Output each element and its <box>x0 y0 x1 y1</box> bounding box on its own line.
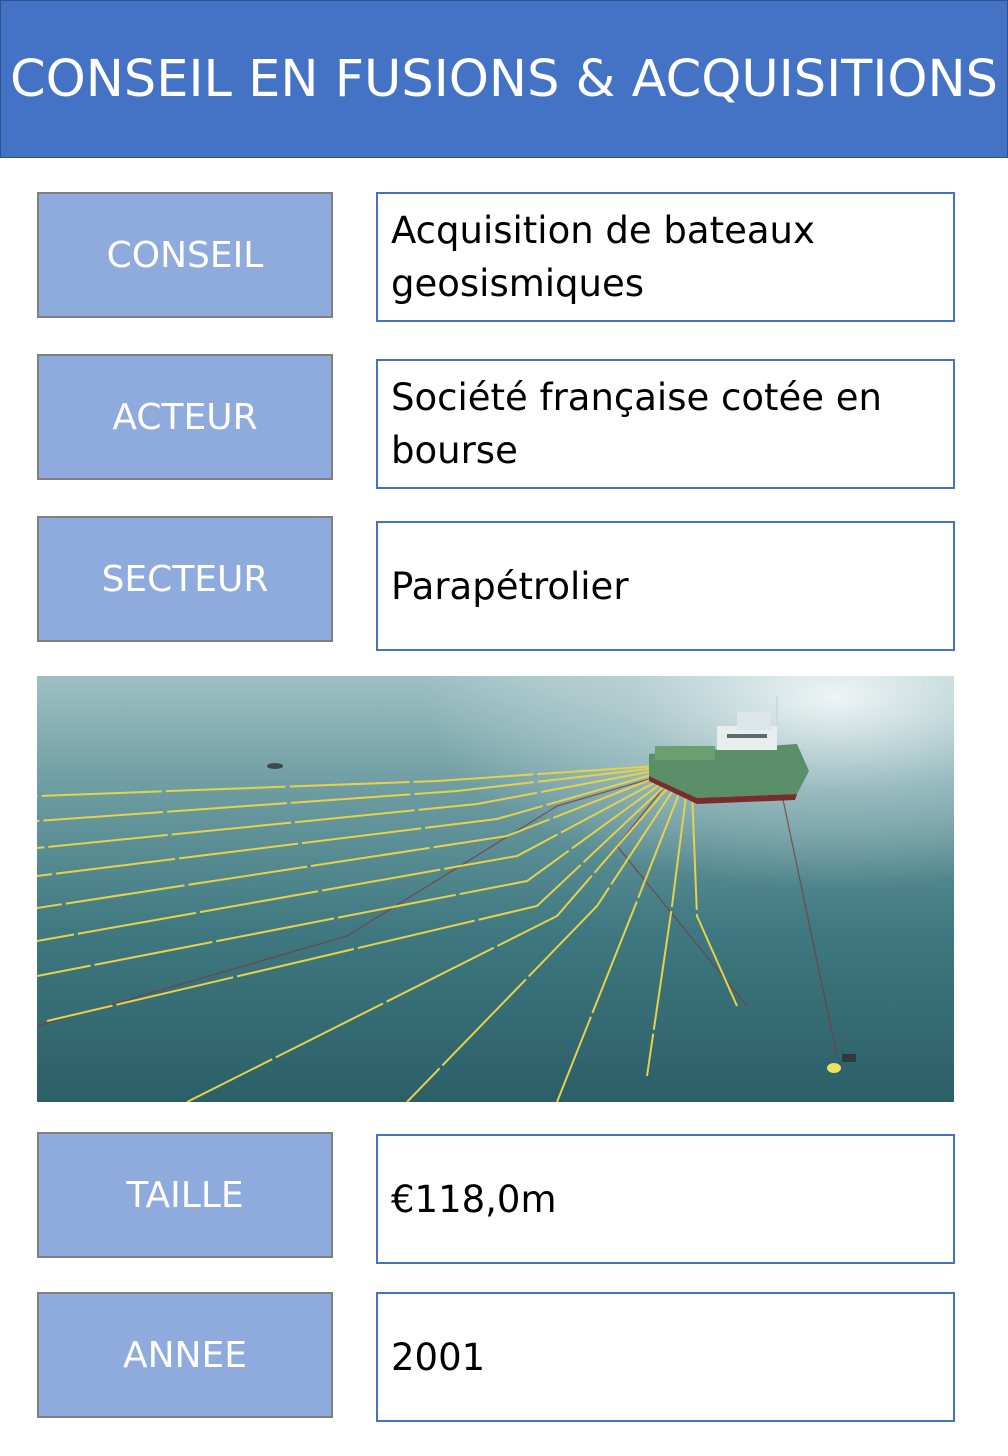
label-taille <box>37 1132 333 1258</box>
label-text: SECTEUR <box>101 558 269 600</box>
label-secteur <box>37 516 333 642</box>
value-acteur <box>376 359 955 489</box>
page-title: CONSEIL EN FUSIONS & ACQUISITIONS <box>9 49 999 109</box>
label-text: ANNEE <box>123 1334 247 1376</box>
value-taille <box>376 1134 955 1264</box>
value-text: 2001 <box>391 1335 486 1379</box>
value-conseil <box>376 192 955 322</box>
value-text: €118,0m <box>391 1177 557 1221</box>
label-acteur <box>37 354 333 480</box>
label-conseil <box>37 192 333 318</box>
value-text: Acquisition de bateaux geosismiques <box>391 209 815 305</box>
label-text: ACTEUR <box>112 396 258 438</box>
label-annee <box>37 1292 333 1418</box>
value-text: Parapétrolier <box>391 564 629 608</box>
label-text: TAILLE <box>126 1174 244 1216</box>
value-text: Société française cotée en bourse <box>391 376 882 472</box>
value-annee <box>376 1292 955 1422</box>
seismic-vessel-photo <box>37 676 954 1102</box>
value-secteur <box>376 521 955 651</box>
page-header <box>0 0 1008 158</box>
label-text: CONSEIL <box>106 234 264 276</box>
